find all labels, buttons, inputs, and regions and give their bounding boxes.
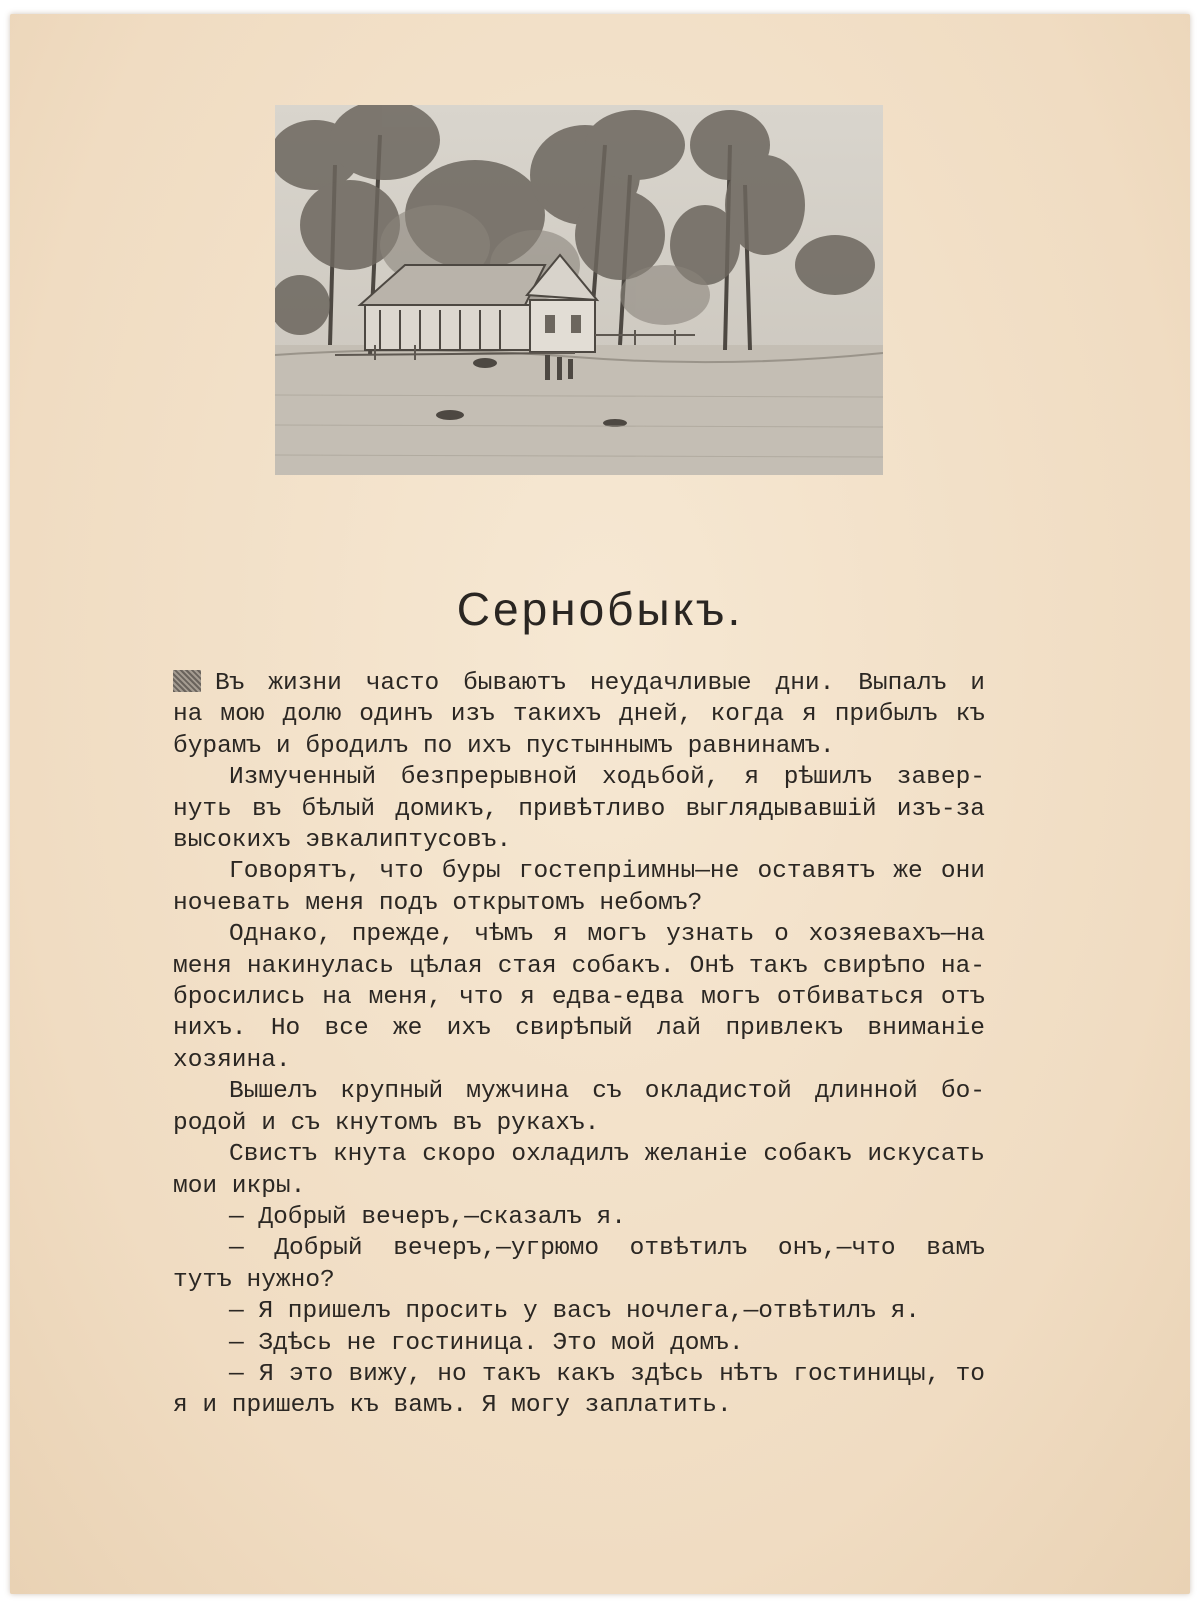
text-line: родой и съ кнутомъ въ рукахъ. [173, 1109, 600, 1137]
text-line: высокихъ эвкалиптусовъ. [173, 827, 512, 855]
paragraph [173, 1139, 985, 1202]
text-line: Вышелъ крупный мужчина съ окладистой длинной бо- [229, 1078, 985, 1106]
text-line: нихъ. Но все же ихъ свирѣпый лай привлекъ вниманіе [173, 1015, 985, 1043]
text-line: тутъ нужно? [173, 1266, 335, 1294]
text-line: я и пришелъ къ вамъ. Я могу заплатить. [173, 1392, 732, 1420]
paragraph [173, 856, 985, 919]
paragraph [173, 1233, 985, 1296]
text-line: нуть въ бѣлый домикъ, привѣтливо выглядывавшій изъ-за [173, 795, 985, 823]
paragraph [173, 1328, 985, 1359]
text-line: Говорятъ, что буры гостепріимны—не оставятъ же они [229, 858, 985, 886]
text-line: — Я это вижу, но такъ какъ здѣсь нѣтъ гостиницы, то [229, 1360, 985, 1388]
paragraph [173, 1202, 985, 1233]
text-line: бросились на меня, что я едва-едва могъ отбиваться отъ [173, 984, 985, 1012]
text-line: бурамъ и бродилъ по ихъ пустыннымъ равнинамъ. [173, 732, 835, 760]
text-line: Свистъ кнута скоро охладилъ желаніе собакъ искусать [229, 1141, 985, 1169]
text-line: — Добрый вечеръ,—угрюмо отвѣтилъ онъ,—что вамъ [229, 1235, 985, 1263]
text-line: мои икры. [173, 1172, 306, 1200]
text-line: меня накинулась цѣлая стая собакъ. Онѣ такъ свирѣпо на- [173, 952, 985, 980]
text-line: на мою долю одинъ изъ такихъ дней, когда я прибылъ къ [173, 701, 985, 729]
text-line: хозяина. [173, 1046, 291, 1074]
text-line: — Здѣсь не гостиница. Это мой домъ. [229, 1329, 744, 1357]
paragraph [173, 1076, 985, 1139]
text-line [173, 668, 985, 699]
paragraph [173, 919, 985, 1076]
paragraph-mark-icon [173, 670, 201, 692]
paragraph [173, 1296, 985, 1327]
paragraph [173, 668, 985, 762]
text-line: Измученный безпрерывной ходьбой, я рѣшилъ завер- [229, 764, 985, 792]
book-page [10, 14, 1190, 1594]
paragraph [173, 1359, 985, 1422]
page-title: Сернобыкъ. [456, 583, 744, 635]
farmhouse-illustration [275, 105, 883, 475]
paragraph [173, 762, 985, 856]
text-line: ночевать меня подъ открытомъ небомъ? [173, 889, 703, 917]
text-line: — Я пришелъ просить у васъ ночлега,—отвѣтилъ я. [229, 1298, 921, 1326]
text-line: — Добрый вечеръ,—сказалъ я. [229, 1203, 626, 1231]
story-text [173, 668, 985, 1422]
text-line: Однако, прежде, чѣмъ я могъ узнать о хозяевахъ—на [229, 921, 985, 949]
text-line-content: Въ жизни часто бываютъ неудачливые дни. Выпалъ и [215, 670, 985, 697]
